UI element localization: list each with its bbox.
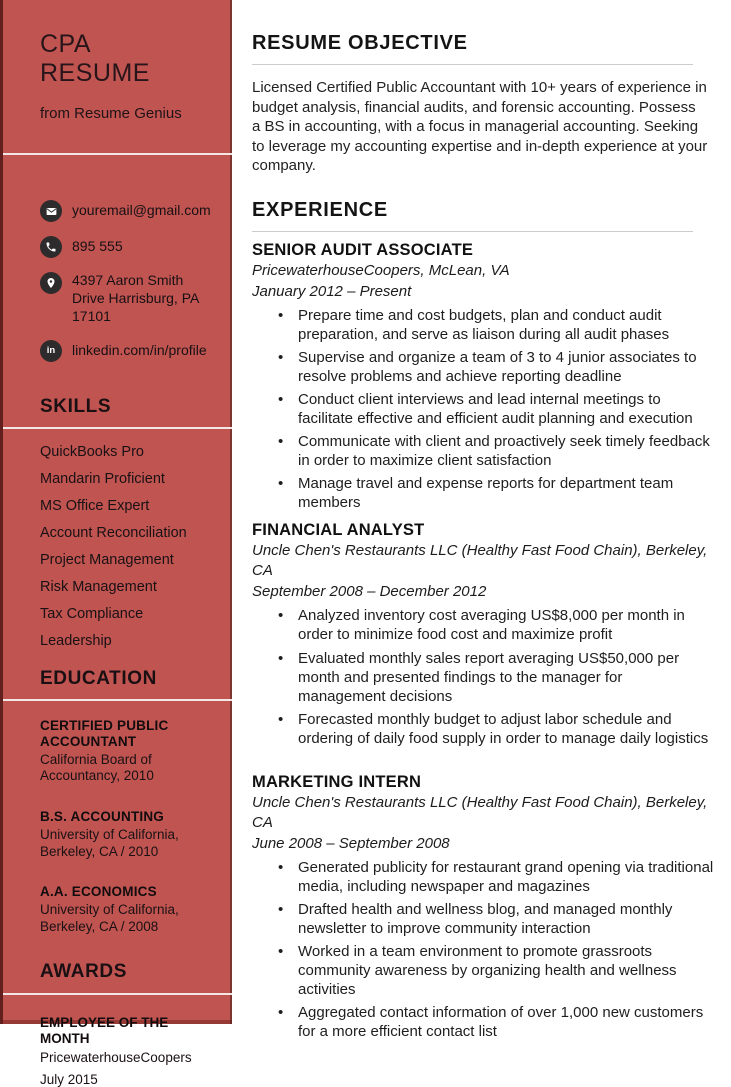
job-bullet: • Prepare time and cost budgets, plan and conduct audit preparation, and serve as liaison during all audit phases xyxy=(252,306,714,344)
job-title: FINANCIAL ANALYST xyxy=(252,521,425,540)
education-entry xyxy=(3,884,232,935)
education-detail: University of California, Berkeley, CA / 2010 xyxy=(40,827,179,859)
contact-linkedin: linkedin.com/in/profile xyxy=(72,341,207,358)
skills-heading: SKILLS xyxy=(40,395,112,417)
job-title: SENIOR AUDIT ASSOCIATE xyxy=(252,240,474,259)
skill-item: Risk Management xyxy=(40,579,157,596)
location-icon xyxy=(40,272,62,294)
award-entry xyxy=(3,1015,232,1086)
resume-title-line1: CPA xyxy=(40,30,92,58)
job-bullet-list xyxy=(252,606,714,747)
job-entry-financial-analyst xyxy=(252,521,714,748)
job-company: Uncle Chen's Restaurants LLC (Healthy Fast Food Chain), Berkeley, CA xyxy=(252,793,708,831)
contact-linkedin-row xyxy=(40,339,218,362)
phone-icon xyxy=(40,236,62,258)
job-company: PricewaterhouseCoopers, McLean, VA xyxy=(252,261,510,279)
skill-item: Leadership xyxy=(40,633,112,650)
experience-section xyxy=(252,199,714,1042)
job-bullet: • Manage travel and expense reports for department team members xyxy=(252,474,714,512)
job-bullet: • Conduct client interviews and lead internal meetings to facilitate effective and efficient audit planning and execution xyxy=(252,390,714,428)
job-bullet: • Forecasted monthly budget to adjust labor schedule and ordering of daily food supply in order to manage daily logistics xyxy=(252,710,714,748)
job-bullet: • Aggregated contact information of over 1,000 new customers for a more efficient contact list xyxy=(252,1003,714,1041)
education-detail: California Board of Accountancy, 2010 xyxy=(40,751,154,784)
job-entry-marketing-intern xyxy=(252,773,714,1042)
section-rule xyxy=(252,231,693,232)
contact-phone: 895 555 xyxy=(72,238,123,255)
awards-heading: AWARDS xyxy=(40,961,127,983)
education-detail: University of California, Berkeley, CA / 2008 xyxy=(40,902,179,934)
resume-subtitle: from Resume Genius xyxy=(40,105,182,122)
job-bullet: • Drafted health and wellness blog, and managed monthly newsletter to improve community interaction xyxy=(252,900,714,938)
contact-list xyxy=(3,199,232,362)
divider xyxy=(3,427,232,429)
job-bullet-list xyxy=(252,858,714,1041)
job-bullet: • Worked in a team environment to promote grassroots community awareness by organizing health and wellness activities xyxy=(252,942,714,999)
experience-heading: EXPERIENCE xyxy=(252,198,388,221)
job-dates: January 2012 – Present xyxy=(252,282,412,300)
skill-item: Project Management xyxy=(40,552,174,569)
job-bullet-list xyxy=(252,306,714,512)
education-degree: A.A. ECONOMICS xyxy=(40,884,157,899)
skill-item: MS Office Expert xyxy=(40,498,150,515)
job-bullet: • Communicate with client and proactively seek timely feedback in order to maximize client satisfaction xyxy=(252,432,714,470)
contact-email: youremail@gmail.com xyxy=(72,202,211,219)
divider xyxy=(3,699,232,701)
contact-phone-row xyxy=(40,235,218,258)
brand-block xyxy=(3,0,232,122)
job-dates: June 2008 – September 2008 xyxy=(252,834,450,852)
skills-list xyxy=(3,439,232,655)
job-bullet: • Evaluated monthly sales report averaging US$50,000 per month and presented findings to the manager for management decisions xyxy=(252,649,714,706)
objective-text: Licensed Certified Public Accountant with 10+ years of experience in budget analysis, financial audits, and forensic accounting. Possess a BS in accounting, with a focus in managerial accounting. Seeking to leverage my accounting expertise and in-depth experience at your company. xyxy=(252,79,708,174)
linkedin-icon-label: in xyxy=(46,344,56,356)
resume-title xyxy=(40,30,218,88)
education-entry xyxy=(3,718,232,785)
education-entry xyxy=(3,809,232,860)
job-title: MARKETING INTERN xyxy=(252,772,422,791)
contact-email-row xyxy=(40,199,218,222)
contact-address-row xyxy=(40,271,218,326)
section-rule xyxy=(252,64,693,65)
education-heading: EDUCATION xyxy=(40,667,157,689)
email-icon xyxy=(40,200,62,222)
award-title: EMPLOYEE OF THE MONTH xyxy=(40,1015,169,1047)
job-bullet: • Generated publicity for restaurant grand opening via traditional media, including newspaper and magazines xyxy=(252,858,714,896)
divider xyxy=(3,153,232,155)
job-bullet: • Analyzed inventory cost averaging US$8,000 per month in order to minimize food cost and maximize profit xyxy=(252,606,714,644)
sidebar xyxy=(0,0,232,1087)
award-org: PricewaterhouseCoopers xyxy=(40,1049,192,1065)
skill-item: Mandarin Proficient xyxy=(40,471,165,488)
education-degree: B.S. ACCOUNTING xyxy=(40,808,164,824)
job-company: Uncle Chen's Restaurants LLC (Healthy Fast Food Chain), Berkeley, CA xyxy=(252,542,708,580)
contact-address: 4397 Aaron Smith Drive Harrisburg, PA 17101 xyxy=(72,272,199,325)
linkedin-icon xyxy=(40,340,62,362)
skill-item: Account Reconciliation xyxy=(40,525,187,542)
job-bullet: • Supervise and organize a team of 3 to 4 junior associates to resolve problems and achieve reporting deadline xyxy=(252,348,714,386)
skill-item: Tax Compliance xyxy=(40,606,144,623)
education-degree: CERTIFIED PUBLIC ACCOUNTANT xyxy=(40,717,169,749)
job-dates: September 2008 – December 2012 xyxy=(252,583,487,601)
skill-item: QuickBooks Pro xyxy=(40,444,144,461)
award-date: July 2015 xyxy=(40,1071,98,1087)
objective-heading: RESUME OBJECTIVE xyxy=(252,32,468,54)
main-content xyxy=(232,0,731,1041)
divider xyxy=(3,993,232,995)
job-entry-senior-audit-associate xyxy=(252,241,714,513)
objective-section xyxy=(252,32,714,176)
resume-title-line2: RESUME xyxy=(40,59,150,87)
